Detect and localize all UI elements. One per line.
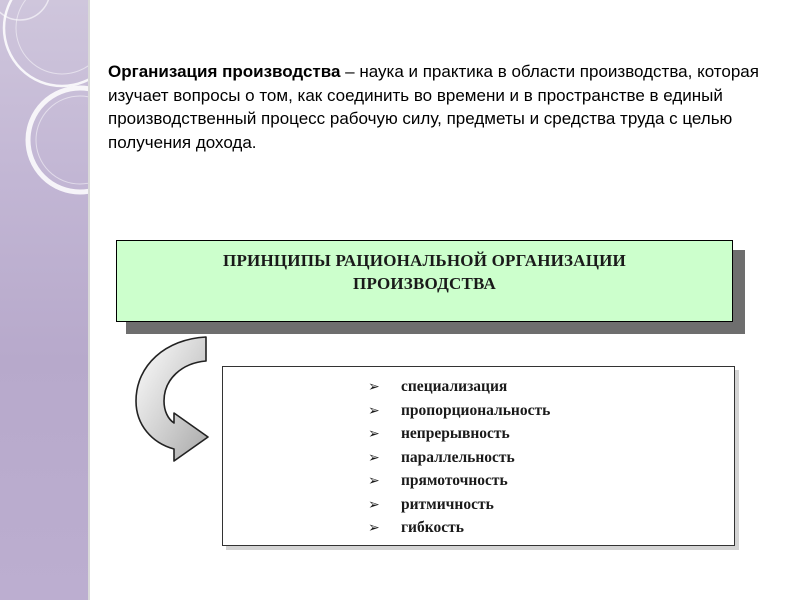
arrow-bullet-icon: ➢: [368, 402, 380, 419]
principle-label: непрерывность: [401, 425, 510, 442]
decor-circle-medium: [28, 88, 88, 192]
arrow-bullet-icon: ➢: [368, 496, 380, 513]
list-item: [368, 422, 550, 446]
arrow-bullet-icon: ➢: [368, 426, 380, 442]
principles-title-line2: ПРОИЗВОДСТВА: [353, 274, 496, 293]
list-item: [368, 493, 550, 517]
decorative-sidebar: [0, 0, 90, 600]
definition-paragraph: [108, 60, 778, 154]
arrow-bullet-icon: ➢: [368, 449, 380, 466]
decor-circle-large-inner: [16, 0, 88, 74]
list-item: [368, 469, 550, 493]
principle-label: параллельность: [401, 448, 515, 466]
principles-list-box: [222, 366, 735, 546]
arrow-bullet-icon: ➢: [368, 379, 380, 395]
list-item: [368, 446, 550, 470]
arrow-bullet-icon: ➢: [368, 473, 380, 489]
arrow-bullet-icon: ➢: [368, 520, 380, 536]
curved-arrow-icon: [130, 335, 220, 465]
principle-label: гибкость: [401, 519, 464, 536]
principle-label: пропорциональность: [401, 401, 551, 419]
list-item: [368, 399, 550, 423]
definition-text: – наука и практика в области производства, которая изучает вопросы о том, как соединить во времени и в пространстве в единый производственный процесс рабочую силу, предметы и средства труда с целью получения дохода.: [108, 62, 759, 152]
principle-label: прямоточность: [401, 472, 508, 489]
principle-label: ритмичность: [401, 495, 494, 513]
sidebar-circles-decoration: [0, 0, 88, 600]
decor-circle-large: [4, 0, 88, 86]
principles-header-box: [116, 240, 733, 322]
principles-list: [368, 375, 550, 540]
principle-label: специализация: [401, 378, 508, 395]
list-item: [368, 516, 550, 540]
list-item: [368, 375, 550, 399]
definition-term: Организация производства: [108, 62, 341, 81]
principles-title-line1: ПРИНЦИПЫ РАЦИОНАЛЬНОЙ ОРГАНИЗАЦИИ: [223, 251, 626, 270]
decor-circle-medium-inner: [36, 96, 88, 184]
